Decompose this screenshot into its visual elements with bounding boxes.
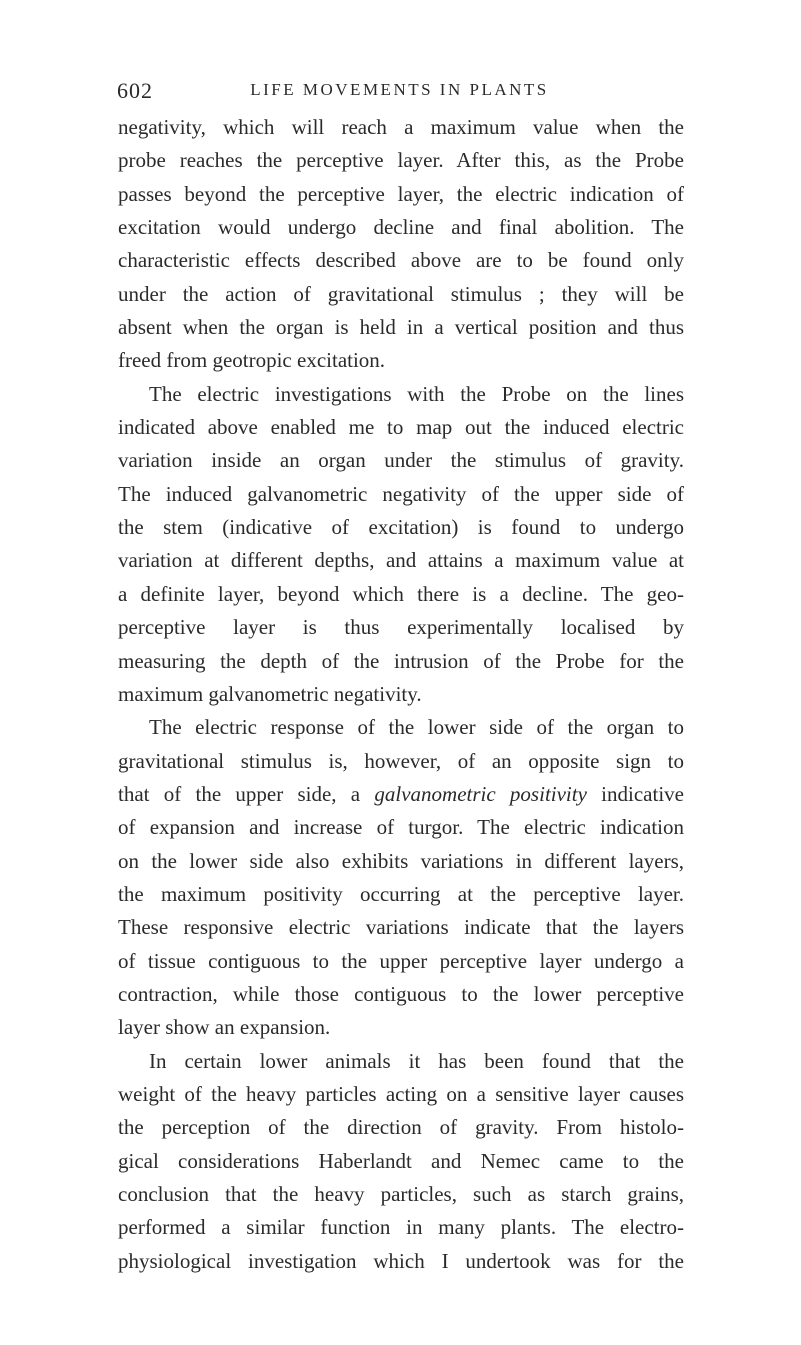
text-line bbox=[118, 1111, 684, 1144]
text-segment: conclusion that the heavy particles, such as starch grains, bbox=[118, 1182, 684, 1206]
text-line bbox=[118, 1145, 684, 1178]
text-line bbox=[118, 1245, 684, 1278]
text-segment: indicated above enabled me to map out the induced electric bbox=[118, 415, 684, 440]
text-line bbox=[118, 1045, 684, 1078]
running-head bbox=[117, 78, 682, 108]
emphasized-text: galvanometric positivity bbox=[374, 781, 587, 806]
text-segment: The electric response of the lower side of the organ to bbox=[149, 715, 684, 740]
text-line bbox=[118, 1211, 684, 1244]
text-line bbox=[118, 978, 684, 1011]
text-line bbox=[118, 311, 684, 344]
text-line bbox=[118, 411, 684, 444]
text-segment: layer show an expansion. bbox=[118, 1015, 331, 1040]
text-line bbox=[118, 544, 684, 577]
text-segment: The induced galvanometric negativity of the upper side of bbox=[118, 481, 684, 506]
text-segment: gravitational stimulus is, however, of an opposite sign to bbox=[118, 748, 684, 773]
body-text bbox=[118, 111, 684, 1278]
text-segment: of tissue contiguous to the upper perceptive layer undergo a bbox=[118, 948, 684, 973]
text-line bbox=[118, 111, 684, 144]
running-title: LIFE MOVEMENTS IN PLANTS bbox=[250, 80, 549, 99]
text-segment: on the lower side also exhibits variations in different layers, bbox=[118, 848, 684, 873]
text-segment: a definite layer, beyond which there is a decline. The geo- bbox=[118, 581, 684, 606]
text-segment: of expansion and increase of turgor. The electric indication bbox=[118, 815, 684, 840]
text-segment: excitation would undergo decline and final abolition. The bbox=[118, 215, 684, 240]
text-segment: that of the upper side, a bbox=[118, 781, 375, 806]
text-line bbox=[118, 1078, 684, 1111]
text-segment: performed a similar function in many plants. The electro- bbox=[118, 1215, 684, 1240]
text-segment: maximum galvanometric negativity. bbox=[118, 681, 422, 706]
text-segment: characteristic effects described above are to be found only bbox=[118, 248, 684, 273]
text-segment: the stem (indicative of excitation) is found to undergo bbox=[118, 515, 684, 540]
text-segment: measuring the depth of the intrusion of the Probe for the bbox=[118, 648, 684, 673]
text-line bbox=[118, 578, 684, 611]
text-segment: the maximum positivity occurring at the perceptive layer. bbox=[118, 881, 684, 906]
text-line bbox=[118, 945, 684, 978]
text-segment: the perception of the direction of gravity. From histolo- bbox=[118, 1115, 684, 1140]
text-line bbox=[118, 778, 684, 811]
text-segment: indicative bbox=[586, 781, 684, 806]
text-segment: contraction, while those contiguous to the lower perceptive bbox=[118, 981, 684, 1006]
text-line bbox=[118, 711, 684, 744]
text-segment: freed from geotropic excitation. bbox=[118, 348, 386, 373]
text-line bbox=[118, 178, 684, 211]
text-segment: gical considerations Haberlandt and Nemec came to the bbox=[118, 1148, 684, 1173]
text-line bbox=[118, 1178, 684, 1211]
text-line bbox=[118, 811, 684, 844]
text-segment: passes beyond the perceptive layer, the electric indication of bbox=[118, 181, 684, 206]
text-segment: absent when the organ is held in a vertical position and thus bbox=[118, 315, 684, 340]
text-line bbox=[118, 878, 684, 911]
text-line bbox=[118, 1011, 684, 1044]
text-line bbox=[118, 511, 684, 544]
text-line bbox=[118, 211, 684, 244]
text-line bbox=[118, 344, 684, 377]
text-line bbox=[118, 645, 684, 678]
text-segment: In certain lower animals it has been found that the bbox=[149, 1048, 684, 1073]
text-line bbox=[118, 745, 684, 778]
text-line bbox=[118, 144, 684, 177]
text-segment: physiological investigation which I undertook was for the bbox=[118, 1248, 684, 1273]
text-segment: variation at different depths, and attains a maximum value at bbox=[118, 548, 684, 573]
text-line bbox=[118, 244, 684, 277]
text-segment: The electric investigations with the Probe on the lines bbox=[149, 381, 684, 406]
text-line bbox=[118, 845, 684, 878]
text-line bbox=[118, 444, 684, 477]
text-segment: negativity, which will reach a maximum value when the bbox=[118, 115, 684, 139]
page-number: 602 bbox=[117, 78, 153, 103]
text-line bbox=[118, 611, 684, 644]
text-line bbox=[118, 378, 684, 411]
text-segment: probe reaches the perceptive layer. After this, as the Probe bbox=[118, 148, 684, 173]
text-line bbox=[118, 678, 684, 711]
text-line bbox=[118, 911, 684, 944]
text-segment: These responsive electric variations indicate that the layers bbox=[118, 915, 684, 940]
text-segment: perceptive layer is thus experimentally localised by bbox=[118, 615, 684, 640]
text-segment: under the action of gravitational stimulus ; they will be bbox=[118, 281, 684, 306]
text-segment: weight of the heavy particles acting on a sensitive layer causes bbox=[118, 1081, 684, 1106]
text-line bbox=[118, 278, 684, 311]
text-line bbox=[118, 478, 684, 511]
text-segment: variation inside an organ under the stimulus of gravity. bbox=[118, 448, 684, 473]
